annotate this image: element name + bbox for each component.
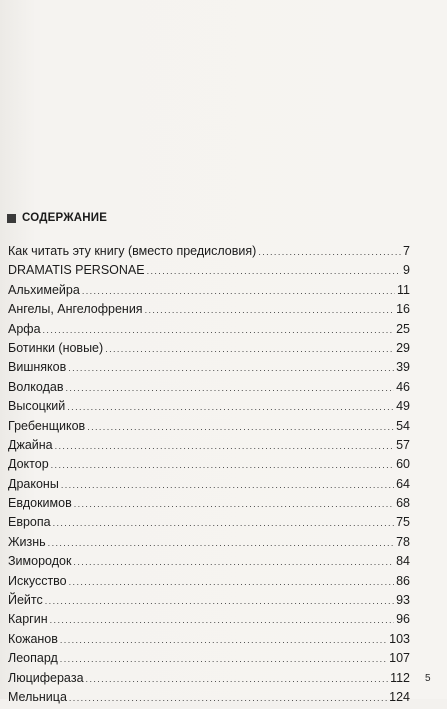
toc-entry	[8, 651, 410, 670]
toc-dot-leader	[60, 635, 387, 645]
toc-entry	[8, 457, 410, 476]
toc-entry-page: 103	[389, 631, 410, 646]
toc-entry	[8, 283, 410, 302]
table-of-contents	[8, 244, 410, 709]
toc-heading-text: СОДЕРЖАНИЕ	[22, 212, 108, 224]
toc-entry	[8, 399, 410, 418]
toc-entry-page: 93	[396, 593, 410, 608]
toc-dot-leader	[53, 518, 394, 528]
toc-entry-title: Высоцкий	[8, 399, 66, 414]
toc-entry-title: Йейтс	[8, 593, 43, 608]
toc-entry	[8, 690, 410, 709]
toc-entry-page: 112	[390, 670, 410, 685]
toc-entry-title: Как читать эту книгу (вместо предисловия)	[8, 244, 257, 258]
toc-entry-title: Доктор	[8, 457, 49, 472]
toc-entry	[8, 593, 410, 612]
toc-entry-page: 54	[396, 418, 410, 433]
toc-entry-title: Евдокимов	[8, 496, 72, 511]
toc-entry-page: 60	[396, 457, 410, 472]
toc-entry-title: Ангелы, Ангелофрения	[8, 302, 143, 317]
toc-entry	[8, 380, 410, 399]
toc-entry-title: Джайна	[8, 437, 53, 452]
toc-entry-title: Леопард	[8, 651, 58, 666]
heading-bullet-square-icon	[7, 214, 16, 223]
toc-entry-page: 57	[396, 437, 410, 452]
page-number: 5	[425, 673, 431, 684]
toc-dot-leader	[50, 615, 394, 625]
toc-dot-leader	[82, 286, 395, 296]
toc-entry	[8, 515, 410, 534]
toc-dot-leader	[73, 557, 394, 567]
toc-entry-page: 64	[396, 476, 410, 491]
toc-dot-leader	[45, 596, 394, 606]
toc-dot-leader	[145, 305, 395, 315]
toc-entry	[8, 477, 410, 496]
toc-entry-title: Жизнь	[8, 534, 46, 549]
toc-dot-leader	[61, 480, 394, 490]
toc-entry	[8, 671, 410, 690]
toc-dot-leader	[87, 422, 394, 432]
toc-entry	[8, 302, 410, 321]
toc-entry-page: 46	[396, 379, 410, 394]
toc-entry	[8, 554, 410, 573]
toc-entry-title: Арфа	[8, 321, 41, 336]
toc-entry-page: 16	[396, 302, 410, 317]
toc-entry	[8, 632, 410, 651]
toc-entry-page: 86	[396, 573, 410, 588]
toc-entry	[8, 360, 410, 379]
toc-entry-page: 11	[397, 282, 410, 297]
toc-dot-leader	[43, 325, 395, 335]
toc-entry-page: 49	[396, 399, 410, 414]
toc-entry-page: 68	[396, 496, 410, 511]
toc-entry-title: DRAMATIS PERSONAE	[8, 263, 145, 278]
toc-entry-title: Вишняков	[8, 360, 67, 375]
toc-entry-page: 9	[403, 263, 410, 278]
toc-entry-page: 39	[396, 360, 410, 375]
toc-entry-title: Европа	[8, 515, 51, 530]
toc-entry-title: Ботинки (новые)	[8, 340, 104, 355]
toc-entry	[8, 535, 410, 554]
toc-entry	[8, 574, 410, 593]
toc-entry-page: 84	[396, 554, 410, 569]
toc-entry	[8, 341, 410, 360]
toc-entry-page: 25	[396, 321, 410, 336]
toc-entry	[8, 419, 410, 438]
toc-entry-page: 75	[396, 515, 410, 530]
toc-entry-title: Искусство	[8, 573, 67, 588]
toc-entry-title: Волкодав	[8, 379, 64, 394]
toc-entry-page: 29	[396, 340, 410, 355]
toc-dot-leader	[55, 441, 394, 451]
toc-dot-leader	[105, 344, 394, 354]
toc-entry	[8, 244, 410, 263]
toc-entry-title: Альхимейра	[8, 282, 80, 297]
toc-entry-title: Мельница	[8, 689, 67, 704]
toc-dot-leader	[67, 402, 394, 412]
toc-entry-page: 124	[389, 689, 410, 704]
toc-dot-leader	[69, 577, 394, 587]
toc-entry	[8, 322, 410, 341]
toc-dot-leader	[74, 499, 394, 509]
toc-heading	[7, 212, 107, 224]
toc-dot-leader	[68, 363, 394, 373]
toc-entry-page: 78	[396, 534, 410, 549]
toc-entry-title: Драконы	[8, 476, 59, 491]
toc-entry-page: 107	[389, 651, 410, 666]
toc-entry-title: Кожанов	[8, 631, 58, 646]
toc-dot-leader	[86, 674, 389, 684]
toc-dot-leader	[51, 460, 394, 470]
toc-dot-leader	[258, 247, 401, 257]
toc-dot-leader	[48, 538, 394, 548]
toc-dot-leader	[65, 383, 394, 393]
toc-entry	[8, 496, 410, 515]
toc-entry	[8, 612, 410, 631]
toc-entry	[8, 263, 410, 282]
toc-dot-leader	[69, 693, 387, 703]
toc-entry-title: Люциферaза	[8, 670, 84, 685]
toc-entry-page: 7	[403, 244, 410, 258]
toc-entry-page: 96	[396, 612, 410, 627]
toc-entry	[8, 438, 410, 457]
toc-entry-title: Зимородок	[8, 554, 72, 569]
toc-entry-title: Каргин	[8, 612, 48, 627]
toc-dot-leader	[60, 654, 387, 664]
toc-dot-leader	[147, 266, 401, 276]
toc-entry-title: Гребенщиков	[8, 418, 86, 433]
